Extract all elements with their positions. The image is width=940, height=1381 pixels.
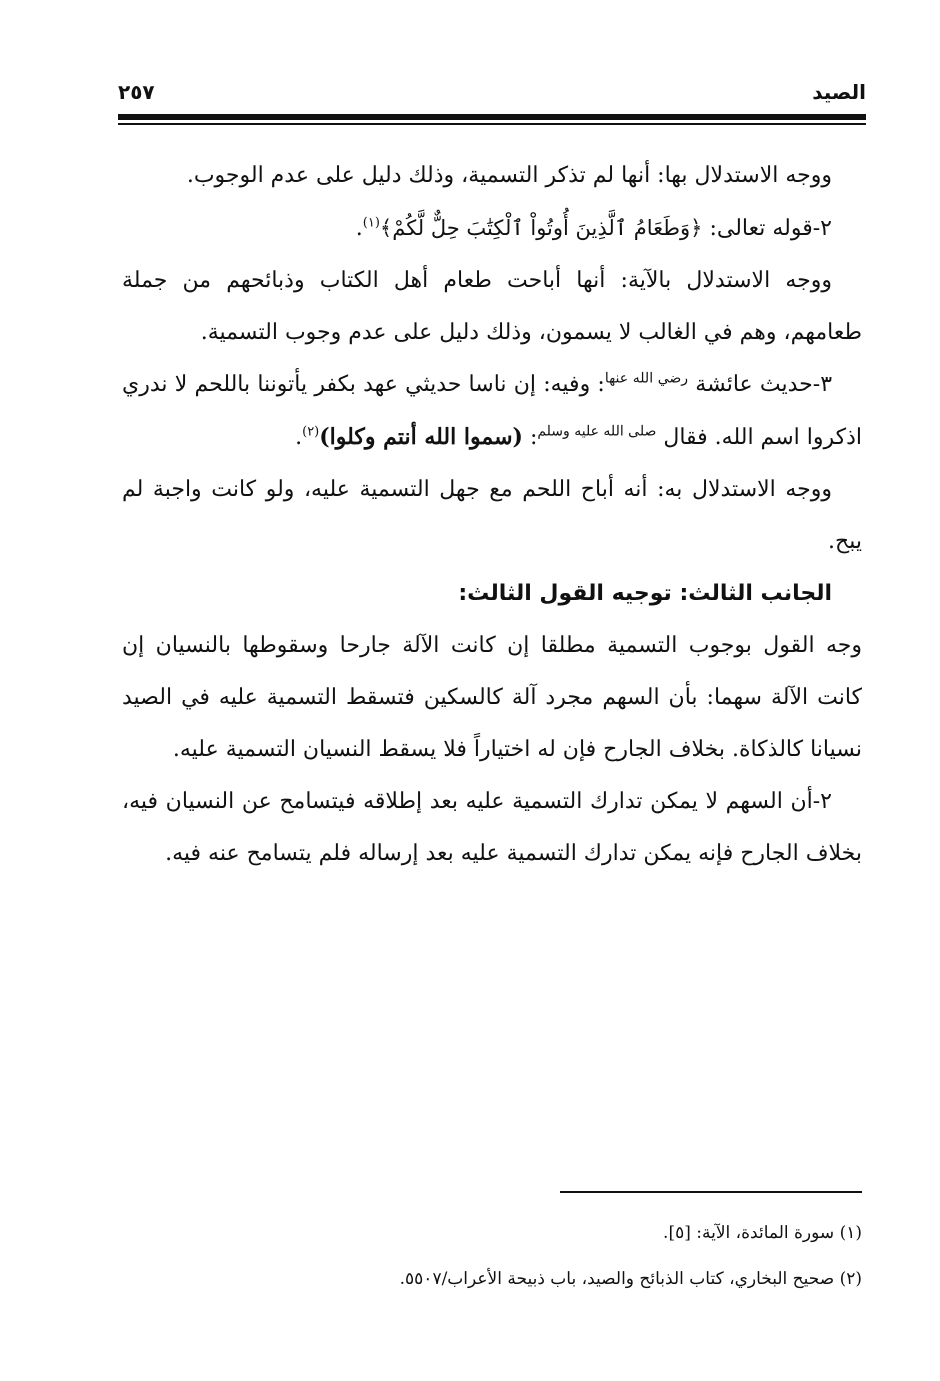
- footnote-2: (٢) صحيح البخاري، كتاب الذبائح والصيد، باب ذبيحة الأعراب/٥٥٠٧.: [399, 1269, 862, 1289]
- footnote-separator: [560, 1191, 862, 1193]
- footnote-1: (١) سورة المائدة، الآية: [٥].: [663, 1223, 862, 1243]
- paragraph-7: ٢-أن السهم لا يمكن تدارك التسمية عليه بعد إطلاقه فيتسامح عن النسيان فيه، بخلاف الجارح فإنه يمكن تدارك التسمية عليه بعد إرساله فلم يتسامح عنه فيه.: [122, 789, 862, 866]
- paragraph-5: ووجه الاستدلال به: أنه أباح اللحم مع جهل التسمية عليه، ولو كانت واجبة لم يبح.: [122, 477, 862, 554]
- paragraph-1: ووجه الاستدلال بها: أنها لم تذكر التسمية، وذلك دليل على عدم الوجوب.: [186, 163, 832, 188]
- section-heading: الجانب الثالث: توجيه القول الثالث:: [458, 581, 832, 606]
- paragraph-3: ووجه الاستدلال بالآية: أنها أباحت طعام أهل الكتاب وذبائحهم من جملة طعامهم، وهم في الغالب لا يسمون، وذلك دليل على عدم وجوب التسمية.: [122, 268, 862, 345]
- page-number: ٢٥٧: [118, 80, 155, 104]
- footnotes: [122, 1210, 862, 1302]
- paragraph-4: [122, 359, 862, 464]
- paragraph-4-c: :: [522, 425, 538, 450]
- paragraph-2-prefix: ٢-قوله تعالى:: [702, 216, 832, 241]
- running-header: [118, 80, 866, 110]
- hadith-quote: (سموا الله أنتم وكلوا): [319, 424, 523, 450]
- honorific-glyph-1: رضي الله عنها: [604, 370, 689, 387]
- header-rule-thick: [118, 114, 866, 120]
- paragraph-4-a: ٣-حديث عائشة: [688, 372, 833, 397]
- paragraph-2-end: .: [355, 216, 363, 241]
- footnote-ref-2: (٢): [302, 424, 320, 440]
- footnote-ref-1: (١): [362, 215, 380, 231]
- paragraph-4-b: : وفيه: إن ناسا حديثي عهد بكفر يأتوننا باللحم لا ندري اذكروا اسم الله. فقال: [122, 372, 862, 450]
- honorific-glyph-2: صلى الله عليه وسلم: [537, 423, 657, 440]
- paragraph-4-end: .: [295, 425, 303, 450]
- paragraph-2: [122, 202, 862, 255]
- paragraph-6: وجه القول بوجوب التسمية مطلقا إن كانت الآلة جارحا وسقوطها بالنسيان إن كانت الآلة سهما: بأن السهم مجرد آلة كالسكين فتسقط التسمية عليه في الصيد نسيانا كالذكاة. بخلاف الجارح فإن له اختياراً فلا يسقط النسيان التسمية عليه.: [122, 633, 862, 762]
- chapter-title: الصيد: [812, 80, 866, 104]
- body-text: [122, 150, 862, 880]
- header-rule-thin: [118, 123, 866, 125]
- quran-verse: ﴿وَطَعَامُ ٱلَّذِينَ أُوتُواْ ٱلْكِتَٰبَ حِلٌّ لَّكُمْ﴾: [379, 216, 703, 240]
